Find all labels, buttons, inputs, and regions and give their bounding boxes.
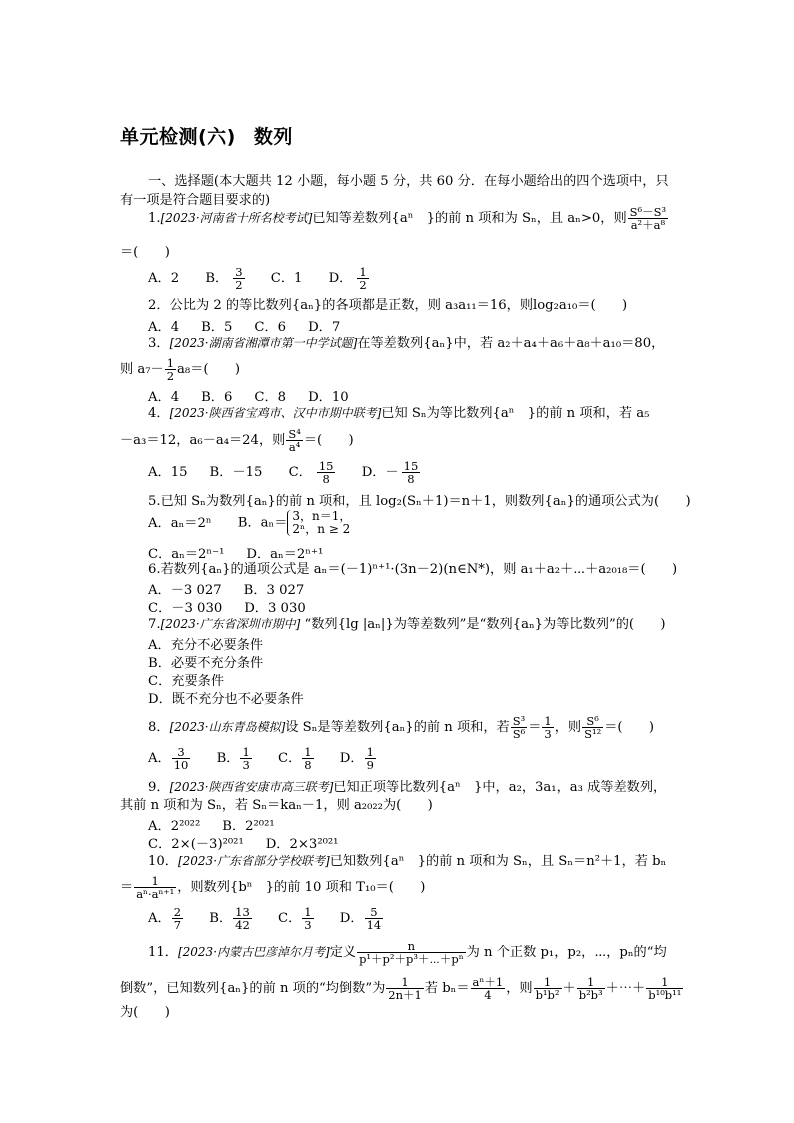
question-7-option-c: C．充要条件 [148,674,225,689]
question-1-options: A．2 B． $\frac{3}{2}$ C．1 D． $\frac{1}{2}$ [148,265,367,292]
question-1-tail: ＝( ) [120,245,170,260]
question-4: 4．[2023·陕西省宝鸡市、汉中市期中联考]已知 Sₙ为等比数列{aⁿ }的前 n 项和，若 a₅ [148,406,650,421]
question-8: 8．[2023·山东青岛模拟]设 Sₙ是等差数列{aₙ}的前 n 项和，若 $\frac{\text{S³}}{\text{S⁶}}$ ＝ $\frac{1}{3}$ ，则 $\frac{\text{S⁶}}{\text{S¹²}}$ ＝( ) [148,714,655,741]
title-main: 单元检测(六) [120,126,236,148]
question-9-options-cd: C．2×(－3)²⁰²¹ D．2×3²⁰²¹ [148,837,339,852]
question-11: 11．[2023·内蒙古巴彦淖尔月考]定义 $\frac{n}{\text{p¹＋p²＋p³＋⋯＋pⁿ}}$ 为 n 个正数 p₁，p₂，⋯，pₙ的“均 [148,939,667,966]
question-9: 9．[2023·陕西省安康市高三联考]已知正项等比数列{aⁿ }中，a₂，3a₁，a₃ 成等差数列， [148,780,667,795]
question-3-line2: 则 a₇－ $\frac{1}{2}$ a₈＝( ) [120,356,241,383]
question-2: 2．公比为 2 的等比数列{aₙ}的各项都是正数，则 a₃a₁₁＝16，则log₂a₁₀＝( ) [148,298,628,313]
question-9-options-ab: A．2²⁰²² B．2²⁰²¹ [148,819,275,834]
question-11-line3: 为( ) [120,1005,170,1020]
question-3: 3．[2023·湖南省湘潭市第一中学试题]在等差数列{aₙ}中，若 a₂＋a₄＋a₆＋a₈＋a₁₀＝80， [148,336,665,351]
question-10-options: A． $\frac{2}{7}$ B． $\frac{13}{42}$ C． $\frac{1}{3}$ D． $\frac{5}{14}$ [148,905,382,932]
question-6-options-ab: A．－3 027 B．3 027 [148,583,305,598]
question-6: 6.若数列{aₙ}的通项公式是 aₙ＝(－1)ⁿ⁺¹·(3n－2)(n∈N*)，则 a₁＋a₂＋⋯＋a₂₀₁₈＝( ) [148,562,678,577]
question-3-options: A．4 B．6 C．8 D．10 [148,390,349,405]
question-10: 10．[2023·广东省部分学校联考]已知数列{aⁿ }的前 n 项和为 Sₙ，且 Sₙ＝n²＋1，若 bₙ [148,854,667,869]
question-8-options: A． $\frac{3}{10}$ B． $\frac{1}{3}$ C． $\frac{1}{8}$ D． $\frac{1}{9}$ [148,745,374,772]
question-2-options: A．4 B．5 C．6 D．7 [148,320,341,335]
question-5-options-cd: C．aₙ＝2ⁿ⁻¹ D．aₙ＝2ⁿ⁺¹ [148,547,324,562]
question-4-line2: －a₃＝12，a₆－a₄＝24，则 $\frac{\text{S⁴}}{\text{a⁴}}$ ＝( ) [120,427,354,454]
question-6-options-cd: C．－3 030 D．3 030 [148,601,306,616]
question-1: 1.[2023·河南省十所名校考试]已知等差数列{aⁿ }的前 n 项和为 Sₙ，且 aₙ>0，则 $\frac{\text{S⁶－S³}}{\text{a²＋a⁸}}$ [148,205,667,232]
question-7: 7.[2023·广东省深圳市期中] “数列{lg |aₙ|}为等差数列”是“数列{aₙ}为等比数列”的( ) [148,617,666,632]
section-heading: 一、选择题(本大题共 12 小题，每小题 5 分，共 60 分．在每小题给出的四个选项中，只有一项是符合题目要求的) [120,174,669,208]
question-7-option-d: D．既不充分也不必要条件 [148,692,304,707]
question-4-options: A．15 B．－15 C． $\frac{15}{8}$ D．－ $\frac{15}{8}$ [148,459,419,486]
question-5: 5.已知 Sₙ为数列{aₙ}的前 n 项和，且 log₂(Sₙ＋1)＝n＋1，则数列{aₙ}的通项公式为( ) [148,494,691,509]
question-9-line2: 其前 n 项和为 Sₙ，若 Sₙ＝kaₙ－1，则 a₂₀₂₂为( ) [120,798,433,813]
question-10-line2: ＝ $\frac{1}{\text{aⁿ·aⁿ⁺¹}}$ ，则数列{bⁿ }的前 10 项和 T₁₀＝( ) [120,874,426,901]
question-7-option-b: B．必要不充分条件 [148,656,264,671]
page-title [120,122,293,149]
question-7-option-a: A．充分不必要条件 [148,638,264,653]
title-sub: 数列 [253,126,293,148]
question-11-line2: 倒数”，已知数列{aₙ}的前 n 项的“均倒数”为 $\frac{1}{2n+1}$ 若 bₙ＝ $\frac{\text{aⁿ＋1}}{4}$ ，则 $\frac{1}{\text{b¹b²}}$ ＋ $\frac{1}{\text{b²b³}}$ ＋⋯＋ $\frac{1}{\text{b¹⁰b¹¹}}$ [120,975,682,1002]
question-5-options-ab: A．aₙ＝2ⁿ B．aₙ＝ 3，n＝1， 2ⁿ，n ≥ 2 [148,509,352,536]
